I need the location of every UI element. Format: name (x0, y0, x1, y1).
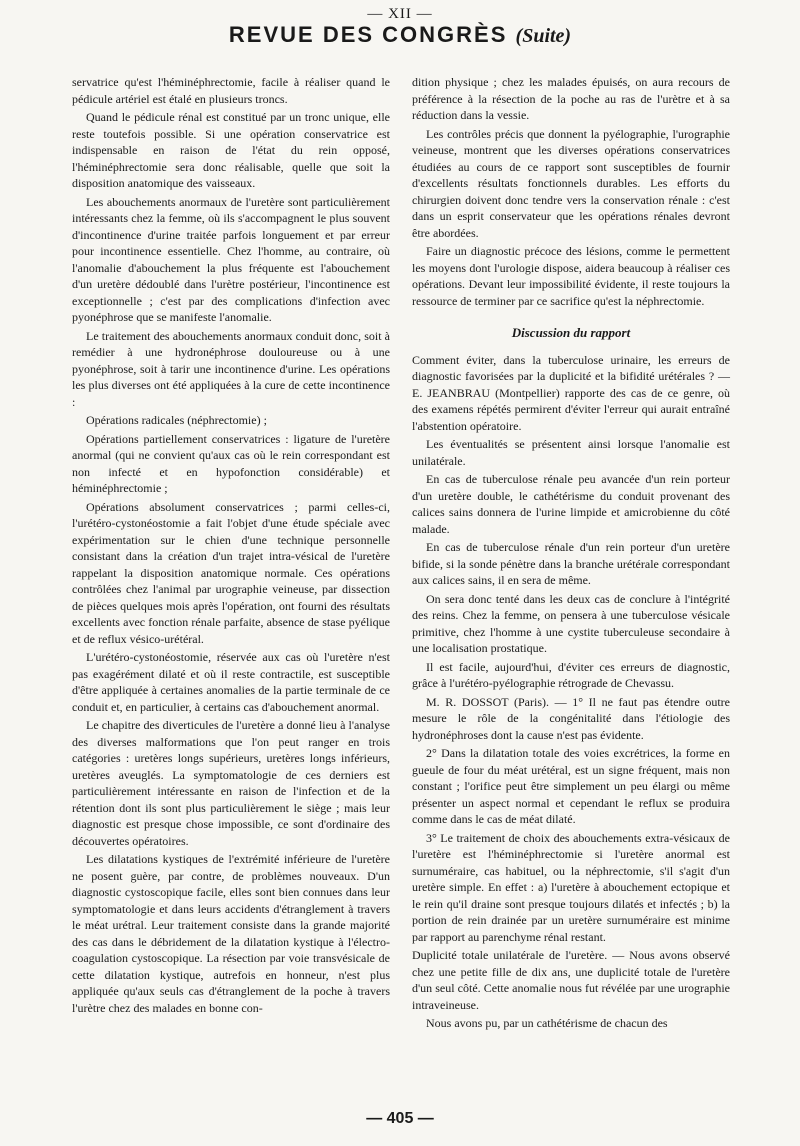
paragraph: dition physique ; chez les malades épuisés, on aura recours de préférence à la résection de la poche au ras de l'urètre et à sa réduction dans la vessie. (412, 75, 730, 122)
paragraph: Les dilatations kystiques de l'extrémité inférieure de l'uretère ne posent guère, par contre, de problèmes nouveaux. D'un diagnostic cystoscopique facile, elles sont bien connues dans leur symptomatologie et dans leurs accidents d'étranglement à travers le méat urétral. Leur traitement consiste dans la grande majorité des cas dans le débridement de la dilatation kystique à l'électro-coagulation cystoscopique. La résection par voie transvésicale de cette dilatation kystique, autrefois en honneur, n'est plus appliquée qu'aux seuls cas d'étranglement de la poche à travers l'urètre chez des malades en bonne con- (72, 852, 390, 1015)
title-suite: (Suite) (515, 25, 572, 47)
paragraph: Opérations radicales (néphrectomie) ; (86, 413, 267, 427)
paragraph: Les abouchements anormaux de l'uretère sont particulièrement intéressants chez la femme, où ils s'accompagnent le plus souvent d'incontinence d'urine traitée parfois longuement et par erreur pour incontinence essentielle. Chez l'homme, au contraire, où l'anomalie d'abouchement la plus fréquente est l'abouchement d'un uretère dédoublé dans l'urètre postérieur, l'incontinence est exceptionnelle ; c'est par des complications d'infection avec pyonéphrose que se manifeste l'anomalie. (72, 194, 390, 324)
paragraph: On sera donc tenté dans les deux cas de conclure à l'intégrité des reins. Chez la femme, on pensera à une tuberculose vésicale primitive, chez l'homme à une cystite tuberculeuse secondaire à une localisation prostatique. (412, 591, 730, 655)
paragraph: Le chapitre des diverticules de l'uretère a donné lieu à l'analyse des diverses malformations que l'on peut ranger en trois catégories : uretères longs supérieurs, uretères longs inférieurs, uretères aveuglés. La symptomatologie de ces derniers est particulièrement intéressante en raison de l'infection et de la rétention dont ils sont plus particulièrement le siège ; mais leur diagnostic est presque chose impossible, ce sont d'ordinaire des découvertes opératoires. (72, 718, 390, 848)
paragraph: Comment éviter, dans la tuberculose urinaire, les erreurs de diagnostic favorisées par la duplicité et la bifidité urétérales ? — E. JEANBRAU (Montpellier) rapporte des cas de ce genre, où des examens répétés permirent d'éviter l'erreur qui aurait entraîné l'abstention opératoire. (412, 352, 730, 433)
title-text: REVUE DES CONGRÈS (228, 22, 508, 47)
paragraph: Nous avons pu, par un cathétérisme de chacun des (426, 1016, 668, 1030)
header-roman-numeral: — XII — (367, 6, 433, 22)
paragraph: M. R. DOSSOT (Paris). — 1° Il ne faut pas étendre outre mesure le rôle de la congénitalité dans l'étiologie des hydronéphroses dont la cause n'est pas évidente. (412, 694, 730, 742)
left-column (72, 74, 390, 1018)
right-column (412, 74, 730, 1034)
paragraph: Faire un diagnostic précoce des lésions, comme le permettent les moyens dont l'urologie dispose, aidera beaucoup à réaliser ces opérations. Devant leur impossibilité évidente, il reste toujours la ressource de terminer par ce sacrifice qu'est la néphrectomie. (412, 244, 730, 308)
paragraph: Il est facile, aujourd'hui, d'éviter ces erreurs de diagnostic, grâce à l'urétéro-pyélographie rétrograde de Chevassu. (412, 659, 730, 690)
paragraph: Les éventualités se présentent ainsi lorsque l'anomalie est unilatérale. (412, 437, 730, 468)
paragraph: Opérations absolument conservatrices ; parmi celles-ci, l'urétéro-cystonéostomie a fait l'objet d'une étude spéciale avec expérimentation sur le chien d'une technique personnelle consistant dans la création d'un trajet intra-vésical de l'uretère rappelant la disposition anatomique normale. Ces opérations contrôlées chez l'animal par urographie veineuse, par dissection de pièces quelques mois après l'opération, ont fourni des résultats excellents avec fonction rénale parfaite, absence de stase pyélique et de reflux vésico-urétéral. (72, 499, 390, 646)
paragraph: servatrice qu'est l'héminéphrectomie, facile à réaliser quand le pédicule artériel est étalé en plusieurs troncs. (72, 75, 390, 106)
page-title (0, 22, 800, 48)
paragraph: 3° Le traitement de choix des abouchements extra-vésicaux de l'uretère est l'héminéphrectomie si l'uretère anormal est surnuméraire, cas habituel, ou la néphrectomie, s'il s'agit d'un uretère simple. En effet : a) l'uretère à abouchement ectopique et le rein qu'il draine sont presque toujours dilatés et infectés ; b) la portion de rein drainée par un uretère surnuméraire est minime par rapport au parenchyme rénal restant. (412, 830, 730, 944)
paragraph: En cas de tuberculose rénale peu avancée d'un rein porteur d'un uretère double, le cathétérisme du conduit provenant des calices sains donnera de l'urine limpide et amicrobienne du côté malade. (412, 472, 730, 536)
section-heading: Discussion du rapport (511, 325, 631, 340)
paragraph: En cas de tuberculose rénale d'un rein porteur d'un uretère bifide, si la sonde pénètre dans la branche urétérale correspondant aux calices sains, il en sera de même. (412, 540, 730, 587)
paragraph: 2° Dans la dilatation totale des voies excrétrices, la forme en gueule de four du méat urétéral, est un signe fréquent, mais non constant ; l'orifice peut être simplement un peu élargi ou même présenter un aspect normal et cependant le reflux se produira comme dans le cas de méat dilaté. (412, 746, 730, 826)
paragraph: Le traitement des abouchements anormaux conduit donc, soit à remédier à une hydronéphrose douloureuse ou à une pyonéphrose, soit à tarir une incontinence d'urine. Les opérations les plus diverses ont été appliquées à la cure de cette incontinence : (72, 328, 390, 409)
paragraph: Les contrôles précis que donnent la pyélographie, l'urographie veineuse, montrent que les diverses opérations conservatrices étudiées au cours de ce rapport sont susceptibles de fournir d'excellents résultats fonctionnels durables. Les efforts du chirurgien doivent donc tendre vers la conservation rénale : c'est dans un esprit conservateur que les opérations rénales devront être abordées. (412, 126, 730, 240)
paragraph: Opérations partiellement conservatrices : ligature de l'uretère anormal (qui ne convient qu'aux cas où le rein correspondant est non infecté et en hypofonction considérable) et héminéphrectomie ; (72, 431, 390, 495)
paragraph: L'urétéro-cystonéostomie, réservée aux cas où l'uretère n'est pas exagérément dilaté et où il reste contractile, est susceptible d'être appliquée à certaines anomalies de la partie terminale de ce conduit et, en particulier, à certains cas d'abouchement anormal. (72, 650, 390, 714)
paragraph: Duplicité totale unilatérale de l'uretère. — Nous avons observé chez une petite fille de dix ans, une duplicité totale de l'uretère d'un seul côté. Cette anomalie nous fut révélée par une urographie intraveineuse. (412, 948, 730, 1012)
paragraph: Quand le pédicule rénal est constitué par un tronc unique, elle reste toutefois possible. Si une opération conservatrice est indispensable en raison de l'état du rein opposé, l'héminéphrectomie sera donc réalisable, quelle que soit la disposition anatomique des vaisseaux. (72, 110, 390, 190)
page-number: — 405 — (366, 1110, 434, 1127)
